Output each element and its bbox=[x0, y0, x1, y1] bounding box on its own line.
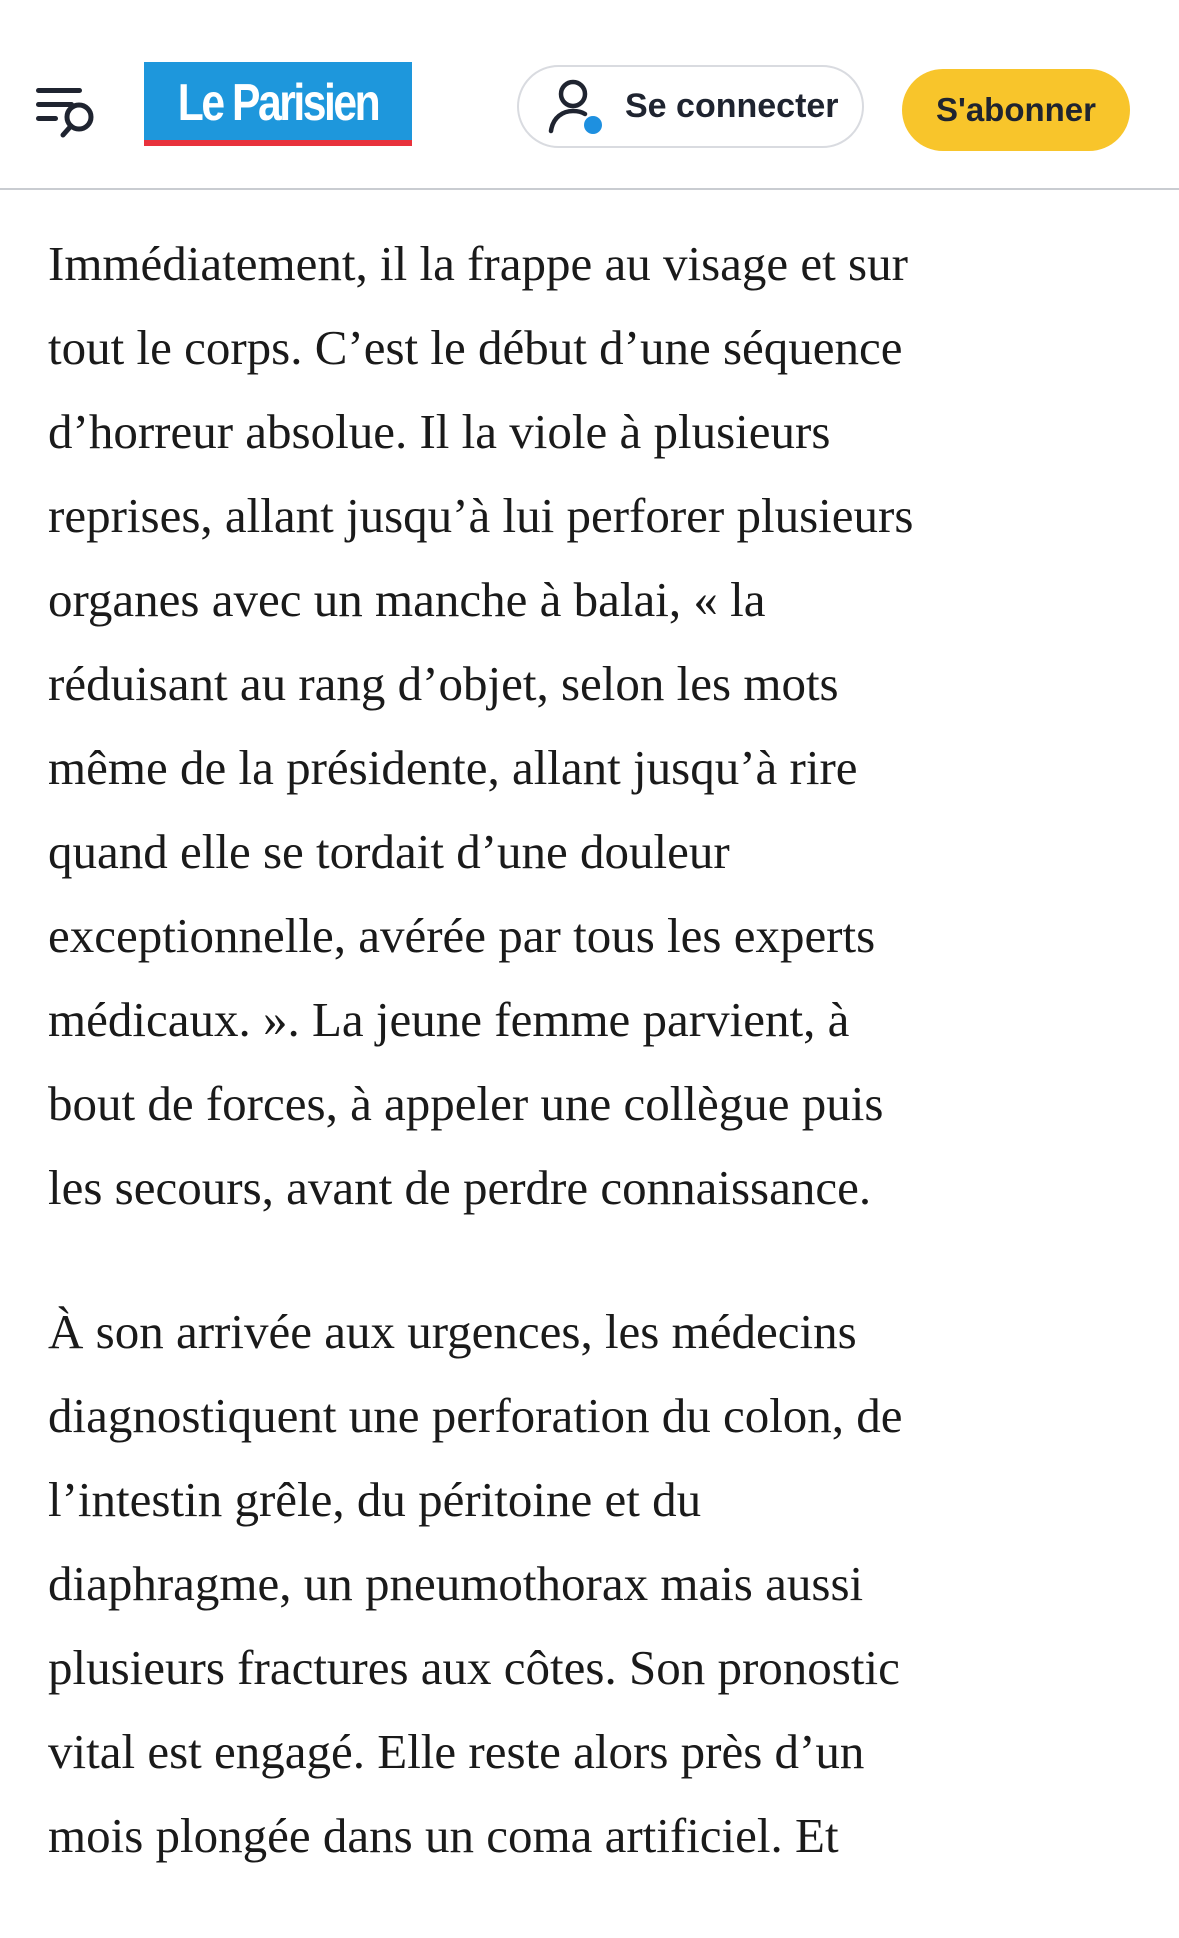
login-button[interactable] bbox=[517, 65, 864, 148]
paragraph-line: quand elle se tordait d’une douleur bbox=[48, 824, 730, 879]
subscribe-button[interactable]: S'abonner bbox=[902, 69, 1130, 151]
logo-underline bbox=[144, 140, 412, 146]
paragraph-line: l’intestin grêle, du péritoine et du bbox=[48, 1472, 702, 1527]
logo-text: Le Parisien bbox=[177, 74, 379, 132]
paragraph-line: bout de forces, à appeler une collègue puis bbox=[48, 1076, 884, 1131]
paragraph-line: exceptionnelle, avérée par tous les experts bbox=[48, 908, 876, 963]
paragraph-line: réduisant au rang d’objet, selon les mots bbox=[48, 656, 839, 711]
le-parisien-logo[interactable] bbox=[144, 62, 412, 146]
article-paragraph-1 bbox=[48, 222, 1128, 1230]
menu-search-icon bbox=[36, 84, 106, 144]
top-navigation-bar bbox=[0, 0, 1179, 190]
paragraph-line: même de la présidente, allant jusqu’à rire bbox=[48, 740, 858, 795]
article-body bbox=[48, 222, 1128, 1938]
paragraph-line: Immédiatement, il la frappe au visage et sur bbox=[48, 236, 908, 291]
paragraph-line: les secours, avant de perdre connaissance. bbox=[48, 1160, 872, 1215]
paragraph-line: À son arrivée aux urgences, les médecins bbox=[48, 1304, 857, 1359]
paragraph-line: vital est engagé. Elle reste alors près d’un bbox=[48, 1724, 865, 1779]
login-label: Se connecter bbox=[625, 87, 839, 125]
paragraph-line: d’horreur absolue. Il la viole à plusieurs bbox=[48, 404, 831, 459]
paragraph-line: diagnostiquent une perforation du colon, de bbox=[48, 1388, 903, 1443]
paragraph-line: diaphragme, un pneumothorax mais aussi bbox=[48, 1556, 864, 1611]
paragraph-line: tout le corps. C’est le début d’une séquence bbox=[48, 320, 903, 375]
paragraph-line: organes avec un manche à balai, « la bbox=[48, 572, 766, 627]
paragraph-line: médicaux. ». La jeune femme parvient, à bbox=[48, 992, 850, 1047]
user-icon bbox=[547, 77, 607, 139]
article-paragraph-2 bbox=[48, 1290, 1128, 1878]
paragraph-line: reprises, allant jusqu’à lui perforer plusieurs bbox=[48, 488, 914, 543]
paragraph-line: mois plongée dans un coma artificiel. Et bbox=[48, 1808, 839, 1863]
menu-search-button[interactable] bbox=[36, 84, 106, 144]
paragraph-line: plusieurs fractures aux côtes. Son pronostic bbox=[48, 1640, 900, 1695]
